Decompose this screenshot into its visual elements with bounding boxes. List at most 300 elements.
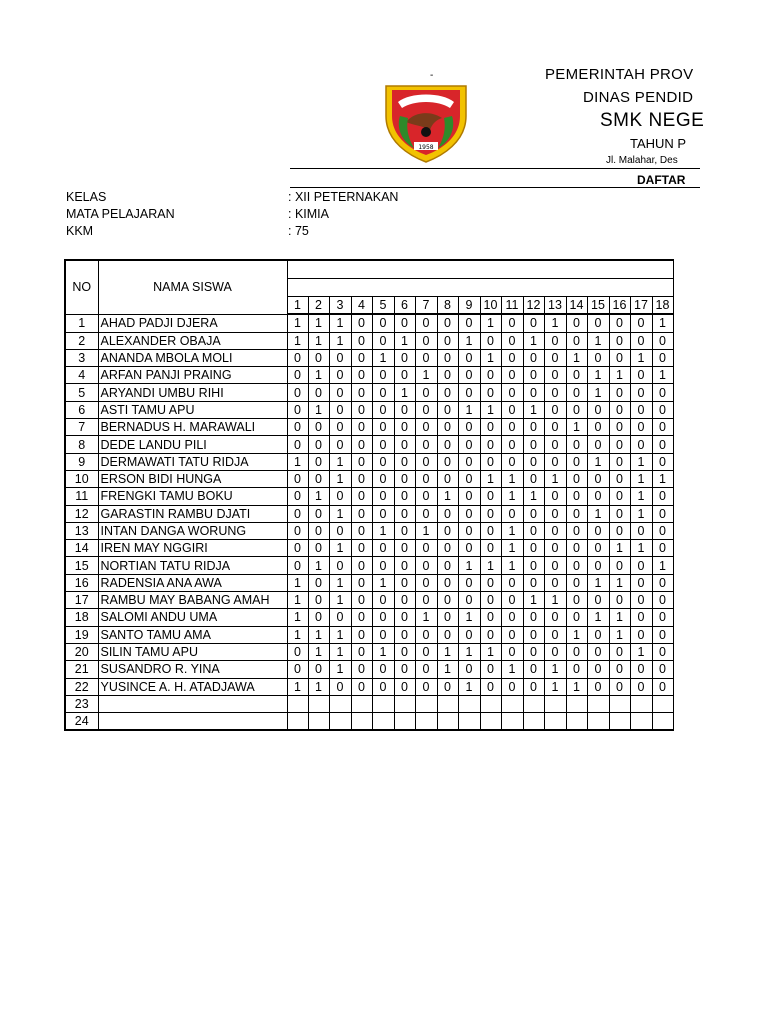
score-cell: 1 (609, 367, 630, 384)
score-cell: 0 (372, 401, 394, 418)
score-cell: 0 (652, 522, 673, 539)
table-row (65, 332, 673, 349)
score-cell: 0 (351, 436, 372, 453)
score-cell: 0 (351, 540, 372, 557)
score-cell (458, 695, 480, 712)
score-cell: 0 (523, 540, 544, 557)
score-cell: 1 (587, 453, 609, 470)
score-cell: 0 (587, 643, 609, 660)
student-name (98, 695, 287, 712)
row-number: 10 (65, 470, 98, 487)
score-cell: 0 (501, 574, 523, 591)
score-cell: 0 (458, 453, 480, 470)
score-cell: 1 (308, 678, 329, 695)
score-cell (501, 695, 523, 712)
score-cell: 0 (415, 626, 437, 643)
score-cell: 0 (609, 349, 630, 366)
score-cell: 0 (287, 488, 308, 505)
student-name: ARYANDI UMBU RIHI (98, 384, 287, 401)
score-cell: 0 (437, 470, 458, 487)
score-cell: 0 (566, 436, 587, 453)
score-cell: 0 (415, 505, 437, 522)
score-cell: 1 (287, 574, 308, 591)
score-cell (458, 713, 480, 731)
score-cell: 1 (501, 522, 523, 539)
score-cell: 1 (630, 505, 652, 522)
score-cell: 0 (308, 661, 329, 678)
score-cell (480, 695, 501, 712)
kkm-value: : 75 (288, 224, 309, 238)
row-number: 20 (65, 643, 98, 660)
score-cell: 0 (351, 349, 372, 366)
question-number-header: 17 (630, 297, 652, 315)
row-number: 2 (65, 332, 98, 349)
score-cell: 0 (501, 609, 523, 626)
score-cell: 0 (415, 643, 437, 660)
score-cell: 1 (415, 609, 437, 626)
score-cell: 0 (394, 488, 415, 505)
score-cell: 1 (394, 384, 415, 401)
score-cell (437, 695, 458, 712)
score-cell: 0 (458, 540, 480, 557)
score-cell: 0 (566, 574, 587, 591)
score-cell: 1 (630, 349, 652, 366)
score-cell: 0 (523, 609, 544, 626)
student-name: ARFAN PANJI PRAING (98, 367, 287, 384)
score-cell: 0 (544, 332, 566, 349)
row-number: 14 (65, 540, 98, 557)
kelas-value: : XII PETERNAKAN (288, 190, 399, 204)
score-cell: 0 (351, 574, 372, 591)
score-cell: 1 (415, 522, 437, 539)
row-number: 17 (65, 592, 98, 609)
score-cell: 0 (351, 470, 372, 487)
score-cell: 1 (609, 574, 630, 591)
student-name: AHAD PADJI DJERA (98, 314, 287, 332)
score-cell (587, 695, 609, 712)
row-number: 7 (65, 419, 98, 436)
score-cell: 0 (394, 557, 415, 574)
score-cell: 0 (544, 643, 566, 660)
score-cell: 1 (437, 643, 458, 660)
score-cell: 0 (329, 384, 351, 401)
row-number: 3 (65, 349, 98, 366)
score-cell: 0 (501, 314, 523, 332)
score-cell: 1 (437, 661, 458, 678)
score-cell: 1 (609, 626, 630, 643)
score-cell: 0 (587, 349, 609, 366)
score-cell: 0 (523, 436, 544, 453)
score-cell: 0 (372, 505, 394, 522)
score-cell: 0 (652, 419, 673, 436)
score-cell (394, 695, 415, 712)
score-cell (351, 713, 372, 731)
score-cell: 0 (372, 419, 394, 436)
score-cell: 1 (523, 592, 544, 609)
score-cell: 0 (308, 609, 329, 626)
government-emblem-logo (380, 72, 472, 164)
score-cell: 1 (630, 470, 652, 487)
question-number-header: 15 (587, 297, 609, 315)
header-year-line: TAHUN P (630, 136, 687, 151)
score-cell: 0 (501, 505, 523, 522)
question-number-header: 13 (544, 297, 566, 315)
score-cell: 0 (458, 314, 480, 332)
score-cell: 0 (308, 540, 329, 557)
score-cell: 0 (287, 349, 308, 366)
score-cell: 0 (566, 367, 587, 384)
score-cell: 0 (287, 522, 308, 539)
question-number-header: 2 (308, 297, 329, 315)
score-cell: 0 (437, 314, 458, 332)
table-row (65, 349, 673, 366)
score-cell: 0 (394, 574, 415, 591)
student-name: DERMAWATI TATU RIDJA (98, 453, 287, 470)
score-cell: 0 (480, 540, 501, 557)
row-number: 4 (65, 367, 98, 384)
score-cell: 0 (394, 314, 415, 332)
table-row (65, 522, 673, 539)
score-cell: 1 (308, 557, 329, 574)
score-cell: 1 (329, 453, 351, 470)
score-cell: 0 (394, 661, 415, 678)
score-cell (287, 695, 308, 712)
score-cell: 0 (394, 367, 415, 384)
score-cell: 0 (566, 661, 587, 678)
score-cell: 1 (630, 488, 652, 505)
student-name (98, 713, 287, 731)
score-cell: 0 (372, 592, 394, 609)
score-cell: 0 (501, 367, 523, 384)
score-cell (652, 713, 673, 731)
score-cell: 1 (458, 678, 480, 695)
score-cell: 0 (437, 401, 458, 418)
score-cell: 1 (308, 367, 329, 384)
score-cell: 1 (329, 505, 351, 522)
score-cell: 1 (480, 470, 501, 487)
score-cell (523, 713, 544, 731)
score-cell: 0 (609, 505, 630, 522)
score-cell: 0 (372, 609, 394, 626)
student-name: SALOMI ANDU UMA (98, 609, 287, 626)
kelas-label: KELAS (66, 190, 107, 204)
score-cell: 0 (329, 522, 351, 539)
score-cell: 0 (437, 384, 458, 401)
score-cell: 1 (587, 609, 609, 626)
score-cell: 1 (609, 609, 630, 626)
page-edge-clip (686, 250, 768, 750)
score-cell: 1 (372, 574, 394, 591)
header-department-line: DINAS PENDID (583, 89, 694, 106)
score-cell: 1 (329, 626, 351, 643)
score-cell: 0 (587, 470, 609, 487)
student-name: FRENGKI TAMU BOKU (98, 488, 287, 505)
score-cell: 1 (652, 314, 673, 332)
score-cell: 0 (523, 384, 544, 401)
score-cell: 0 (523, 557, 544, 574)
score-cell: 1 (652, 470, 673, 487)
score-cell: 0 (652, 643, 673, 660)
score-cell: 0 (415, 436, 437, 453)
score-cell: 0 (415, 419, 437, 436)
score-cell: 0 (329, 367, 351, 384)
score-cell: 0 (458, 626, 480, 643)
score-cell: 0 (652, 574, 673, 591)
score-cell: 0 (652, 436, 673, 453)
student-name: SILIN TAMU APU (98, 643, 287, 660)
score-cell: 0 (394, 522, 415, 539)
table-row (65, 643, 673, 660)
student-name: NORTIAN TATU RIDJA (98, 557, 287, 574)
score-cell: 0 (609, 592, 630, 609)
score-cell: 0 (630, 661, 652, 678)
score-cell (372, 713, 394, 731)
score-cell: 0 (544, 367, 566, 384)
score-cell: 1 (329, 592, 351, 609)
score-cell: 0 (437, 436, 458, 453)
score-cell: 1 (372, 643, 394, 660)
score-cell: 0 (351, 384, 372, 401)
score-cell (372, 695, 394, 712)
score-cell: 0 (415, 314, 437, 332)
score-cell: 0 (437, 522, 458, 539)
score-cell: 0 (372, 557, 394, 574)
score-cell (394, 713, 415, 731)
score-cell: 0 (308, 349, 329, 366)
score-cell: 0 (394, 401, 415, 418)
score-cell: 0 (652, 540, 673, 557)
score-cell: 0 (609, 643, 630, 660)
score-cell: 0 (630, 419, 652, 436)
score-cell: 1 (523, 332, 544, 349)
score-cell: 0 (544, 436, 566, 453)
score-cell: 0 (587, 401, 609, 418)
score-cell: 0 (587, 488, 609, 505)
score-cell: 0 (351, 661, 372, 678)
score-cell: 0 (652, 626, 673, 643)
score-cell: 0 (308, 436, 329, 453)
score-cell: 1 (287, 332, 308, 349)
score-cell: 0 (587, 678, 609, 695)
score-cell: 1 (652, 367, 673, 384)
score-cell: 1 (480, 643, 501, 660)
score-cell: 0 (501, 419, 523, 436)
score-cell: 1 (544, 661, 566, 678)
score-cell: 0 (458, 505, 480, 522)
score-cell: 0 (372, 453, 394, 470)
score-cell: 0 (372, 488, 394, 505)
score-cell (329, 695, 351, 712)
score-cell: 0 (458, 436, 480, 453)
score-cell: 0 (351, 609, 372, 626)
score-cell: 0 (566, 557, 587, 574)
score-cell (287, 713, 308, 731)
document-title: DAFTAR (637, 173, 686, 187)
score-cell: 0 (308, 522, 329, 539)
row-number: 22 (65, 678, 98, 695)
score-cell: 0 (394, 592, 415, 609)
score-cell: 0 (544, 609, 566, 626)
student-name: ANANDA MBOLA MOLI (98, 349, 287, 366)
score-cell: 0 (480, 678, 501, 695)
score-cell: 0 (544, 522, 566, 539)
score-cell: 0 (394, 626, 415, 643)
mapel-label: MATA PELAJARAN (66, 207, 175, 221)
score-cell: 1 (372, 349, 394, 366)
score-cell: 0 (544, 419, 566, 436)
score-cell: 0 (415, 349, 437, 366)
score-cell: 1 (287, 592, 308, 609)
score-cell: 0 (523, 349, 544, 366)
score-cell: 1 (287, 678, 308, 695)
mapel-value: : KIMIA (288, 207, 329, 221)
score-cell (308, 713, 329, 731)
table-row (65, 505, 673, 522)
score-cell: 0 (351, 332, 372, 349)
row-number: 9 (65, 453, 98, 470)
score-cell: 0 (523, 678, 544, 695)
score-cell: 0 (308, 470, 329, 487)
score-cell: 0 (351, 557, 372, 574)
no-column-header: NO (65, 260, 98, 314)
table-row (65, 384, 673, 401)
score-cell: 0 (437, 349, 458, 366)
name-column-header: NAMA SISWA (98, 260, 287, 314)
student-name: ERSON BIDI HUNGA (98, 470, 287, 487)
score-cell: 0 (351, 505, 372, 522)
score-cell: 0 (458, 349, 480, 366)
score-cell: 1 (287, 626, 308, 643)
score-cell (544, 695, 566, 712)
score-cell (609, 695, 630, 712)
score-cell: 0 (566, 609, 587, 626)
score-cell: 1 (329, 661, 351, 678)
score-cell: 0 (394, 540, 415, 557)
score-cell: 0 (329, 419, 351, 436)
score-cell: 0 (652, 453, 673, 470)
question-group-header (287, 260, 673, 279)
score-cell: 1 (287, 314, 308, 332)
student-name: ALEXANDER OBAJA (98, 332, 287, 349)
score-cell (308, 695, 329, 712)
row-number: 21 (65, 661, 98, 678)
score-cell (609, 713, 630, 731)
kkm-label: KKM (66, 224, 94, 238)
row-number: 19 (65, 626, 98, 643)
score-cell: 0 (501, 626, 523, 643)
score-cell: 1 (329, 574, 351, 591)
score-cell: 0 (652, 332, 673, 349)
table-row (65, 695, 673, 712)
score-cell: 1 (609, 540, 630, 557)
table-row (65, 661, 673, 678)
score-cell: 1 (501, 557, 523, 574)
table-row (65, 540, 673, 557)
student-name: DEDE LANDU PILI (98, 436, 287, 453)
score-cell: 1 (523, 488, 544, 505)
score-cell: 0 (394, 609, 415, 626)
score-cell: 0 (351, 401, 372, 418)
score-cell: 0 (308, 384, 329, 401)
question-number-header: 5 (372, 297, 394, 315)
student-name: SUSANDRO R. YINA (98, 661, 287, 678)
score-cell: 0 (287, 661, 308, 678)
score-cell: 0 (609, 557, 630, 574)
score-cell: 0 (351, 522, 372, 539)
score-cell: 0 (372, 332, 394, 349)
question-subgroup-header (287, 279, 673, 297)
score-cell: 0 (329, 678, 351, 695)
score-cell: 0 (287, 557, 308, 574)
score-cell: 0 (329, 488, 351, 505)
score-cell: 0 (587, 419, 609, 436)
score-cell: 1 (630, 453, 652, 470)
score-cell: 0 (630, 332, 652, 349)
question-number-header: 4 (351, 297, 372, 315)
score-cell: 0 (308, 505, 329, 522)
row-number: 24 (65, 713, 98, 731)
score-cell: 0 (630, 522, 652, 539)
score-cell: 0 (437, 626, 458, 643)
score-cell: 0 (372, 470, 394, 487)
svg-text:1958: 1958 (418, 144, 434, 151)
score-cell: 0 (609, 488, 630, 505)
score-cell: 1 (587, 384, 609, 401)
student-name: ASTI TAMU APU (98, 401, 287, 418)
row-number: 15 (65, 557, 98, 574)
score-cell: 0 (652, 592, 673, 609)
score-cell: 1 (501, 661, 523, 678)
student-name: IREN MAY NGGIRI (98, 540, 287, 557)
table-row (65, 367, 673, 384)
score-cell: 0 (544, 349, 566, 366)
score-cell: 0 (544, 557, 566, 574)
score-cell: 0 (329, 401, 351, 418)
score-cell: 0 (566, 643, 587, 660)
score-cell: 1 (372, 522, 394, 539)
score-cell: 0 (287, 470, 308, 487)
score-cell: 0 (587, 436, 609, 453)
score-cell: 0 (501, 453, 523, 470)
score-cell: 1 (587, 505, 609, 522)
score-cell: 0 (415, 592, 437, 609)
score-cell: 1 (329, 314, 351, 332)
score-cell: 0 (437, 505, 458, 522)
score-cell: 0 (652, 488, 673, 505)
score-cell: 0 (523, 643, 544, 660)
table-row (65, 592, 673, 609)
score-cell: 0 (630, 367, 652, 384)
score-cell: 0 (308, 453, 329, 470)
score-cell: 1 (630, 540, 652, 557)
score-cell: 1 (308, 332, 329, 349)
score-cell: 0 (566, 401, 587, 418)
score-cell: 0 (437, 678, 458, 695)
score-cell: 0 (544, 540, 566, 557)
score-cell: 1 (458, 557, 480, 574)
header-dash: - (430, 70, 434, 81)
score-cell: 0 (437, 609, 458, 626)
score-cell: 0 (480, 436, 501, 453)
score-cell: 0 (523, 419, 544, 436)
score-cell: 1 (544, 592, 566, 609)
score-cell: 0 (287, 643, 308, 660)
score-cell: 1 (287, 609, 308, 626)
score-cell: 1 (437, 488, 458, 505)
score-cell: 1 (329, 470, 351, 487)
score-cell: 0 (609, 661, 630, 678)
score-cell: 0 (501, 436, 523, 453)
